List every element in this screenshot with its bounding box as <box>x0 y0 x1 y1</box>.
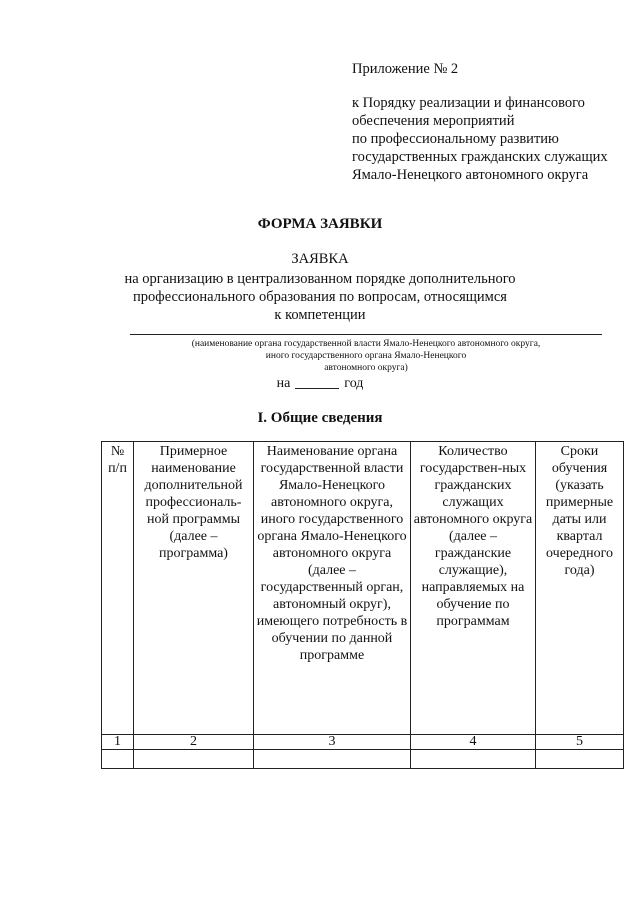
caption-line: автономного округа) <box>324 363 408 373</box>
header-number: № п/п <box>102 442 134 735</box>
year-line <box>0 376 640 392</box>
appendix-line: обеспечения мероприятий <box>352 113 515 129</box>
empty-cell <box>254 750 411 769</box>
appendix-line: к Порядку реализации и финансового <box>352 95 585 111</box>
fill-in-line <box>130 334 602 335</box>
application-line: к компетенции <box>274 307 366 323</box>
empty-cell <box>536 750 624 769</box>
appendix-title: Приложение № 2 <box>352 61 459 77</box>
application-title: ЗАЯВКА <box>291 251 349 267</box>
year-blank <box>295 388 339 389</box>
appendix-line: по профессиональному развитию <box>352 131 559 147</box>
fill-in-caption <box>130 338 602 374</box>
empty-cell <box>411 750 536 769</box>
empty-cell <box>102 750 134 769</box>
column-number: 4 <box>411 735 536 750</box>
column-number-row <box>102 735 624 750</box>
appendix-line: Ямало-Ненецкого автономного округа <box>352 167 589 183</box>
application-line: профессионального образования по вопросам, относящимся <box>133 289 507 305</box>
header-terms: Сроки обучения (указать примерные даты или квартал очередного года) <box>536 442 624 735</box>
application-line: на организацию в централизованном порядке дополнительного <box>124 271 516 287</box>
section-title: I. Общие сведения <box>257 410 383 426</box>
general-info-table <box>101 441 624 769</box>
year-prefix: на <box>276 376 291 391</box>
column-number: 5 <box>536 735 624 750</box>
column-number: 2 <box>134 735 254 750</box>
appendix-line: государственных гражданских служащих <box>352 149 608 165</box>
column-number: 1 <box>102 735 134 750</box>
year-suffix: год <box>344 376 364 391</box>
header-organ: Наименование органа государственной власти Ямало-Ненецкого автономного округа, иного государственного органа Ямало-Ненецкого автономного округа (далее – государственный орган, автономный округ), имеющего потребность в обучении по данной программе <box>254 442 411 735</box>
empty-row <box>102 750 624 769</box>
application-block <box>90 250 550 324</box>
empty-cell <box>134 750 254 769</box>
header-count: Количество государствен-ных гражданских служащих автономного округа (далее – гражданские служащие), направляемых на обучение по программам <box>411 442 536 735</box>
header-program: Примерное наименование дополнительной профессиональ-ной программы (далее – программа) <box>134 442 254 735</box>
table-header-row <box>102 442 624 735</box>
caption-line: (наименование органа государственной власти Ямало-Ненецкого автономного округа, <box>191 339 541 349</box>
caption-line: иного государственного органа Ямало-Ненецкого <box>265 351 467 361</box>
column-number: 3 <box>254 735 411 750</box>
appendix-block <box>352 60 608 184</box>
form-title: ФОРМА ЗАЯВКИ <box>257 216 383 232</box>
